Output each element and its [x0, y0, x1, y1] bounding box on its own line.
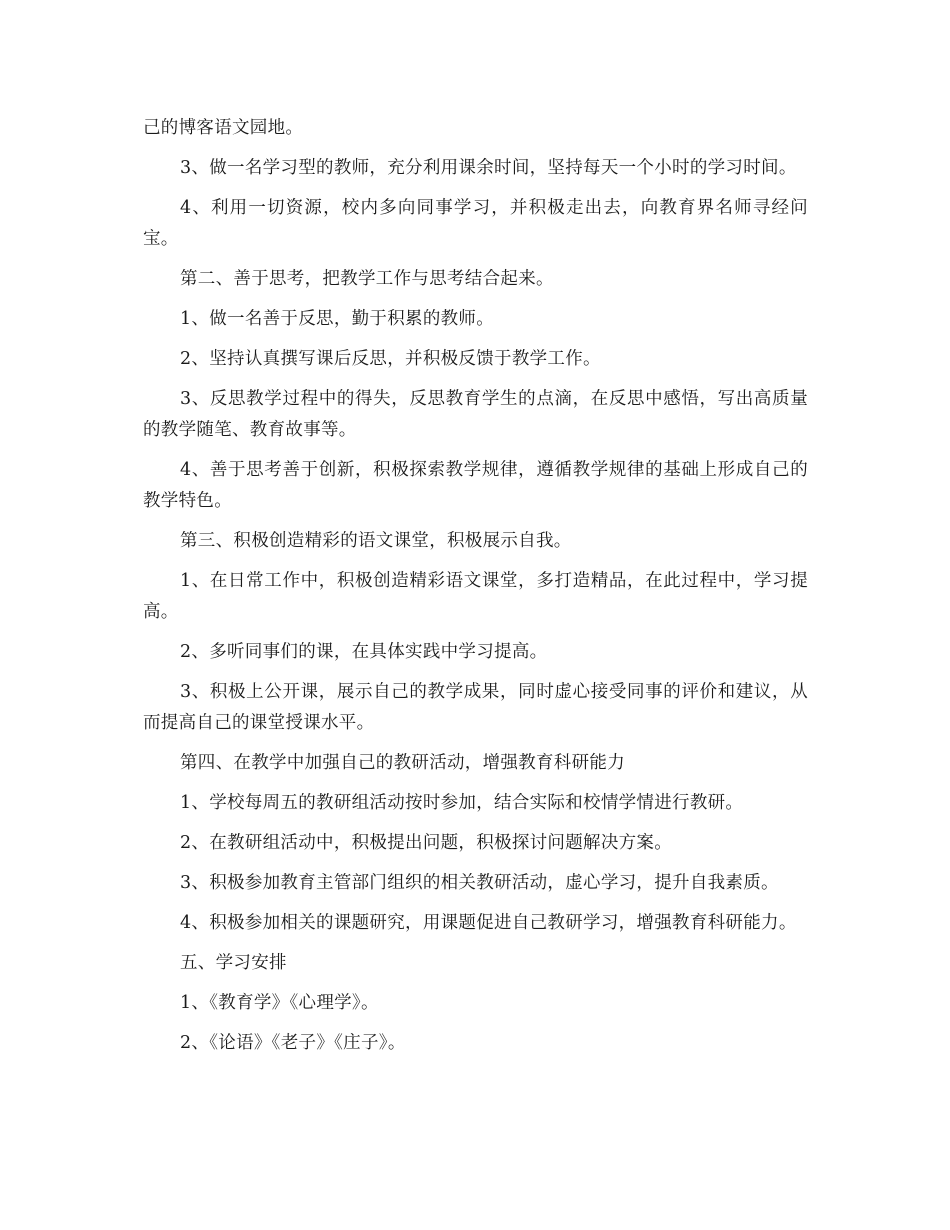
section-heading-5: 五、学习安排: [180, 953, 287, 973]
paragraph-1: 己的博客语文园地。: [143, 118, 304, 138]
paragraph-20: 2、《论语》《老子》《庄子》。: [180, 1033, 406, 1053]
paragraph-7: 3、反思教学过程中的得失，反思教育学生的点滴，在反思中感悟，写出高质量的教学随笔、教育故事等。: [143, 389, 808, 440]
paragraph-12: 3、积极上公开课，展示自己的教学成果，同时虚心接受同事的评价和建议，从而提高自己的课堂授课水平。: [143, 682, 808, 733]
paragraph-2: 3、做一名学习型的教师，充分利用课余时间，坚持每天一个小时的学习时间。: [180, 158, 797, 178]
paragraph-8: 4、善于思考善于创新，积极探索教学规律，遵循教学规律的基础上形成自己的教学特色。: [143, 460, 808, 511]
paragraph-6: 2、坚持认真撰写课后反思，并积极反馈于教学工作。: [180, 349, 601, 369]
section-heading-4: 第四、在教学中加强自己的教研活动，增强教育科研能力: [180, 753, 625, 773]
section-heading-3: 第三、积极创造精彩的语文课堂，积极展示自我。: [180, 531, 572, 551]
section-heading-2: 第二、善于思考，把教学工作与思考结合起来。: [180, 269, 554, 289]
paragraph-5: 1、做一名善于反思，勤于积累的教师。: [180, 309, 495, 329]
paragraph-14: 1、学校每周五的教研组活动按时参加，结合实际和校情学情进行教研。: [180, 793, 744, 813]
paragraph-10: 1、在日常工作中，积极创造精彩语文课堂，多打造精品，在此过程中，学习提高。: [143, 571, 808, 622]
paragraph-15: 2、在教研组活动中，积极提出问题，积极探讨问题解决方案。: [180, 833, 673, 853]
paragraph-17: 4、积极参加相关的课题研究，用课题促进自己教研学习，增强教育科研能力。: [180, 913, 797, 933]
document-body: [143, 113, 808, 1068]
paragraph-16: 3、积极参加教育主管部门组织的相关教研活动，虚心学习，提升自我素质。: [180, 873, 779, 893]
paragraph-11: 2、多听同事们的课，在具体实践中学习提高。: [180, 642, 548, 662]
paragraph-19: 1、《教育学》《心理学》。: [180, 993, 379, 1013]
paragraph-3: 4、利用一切资源，校内多向同事学习，并积极走出去，向教育界名师寻经问宝。: [143, 198, 808, 249]
